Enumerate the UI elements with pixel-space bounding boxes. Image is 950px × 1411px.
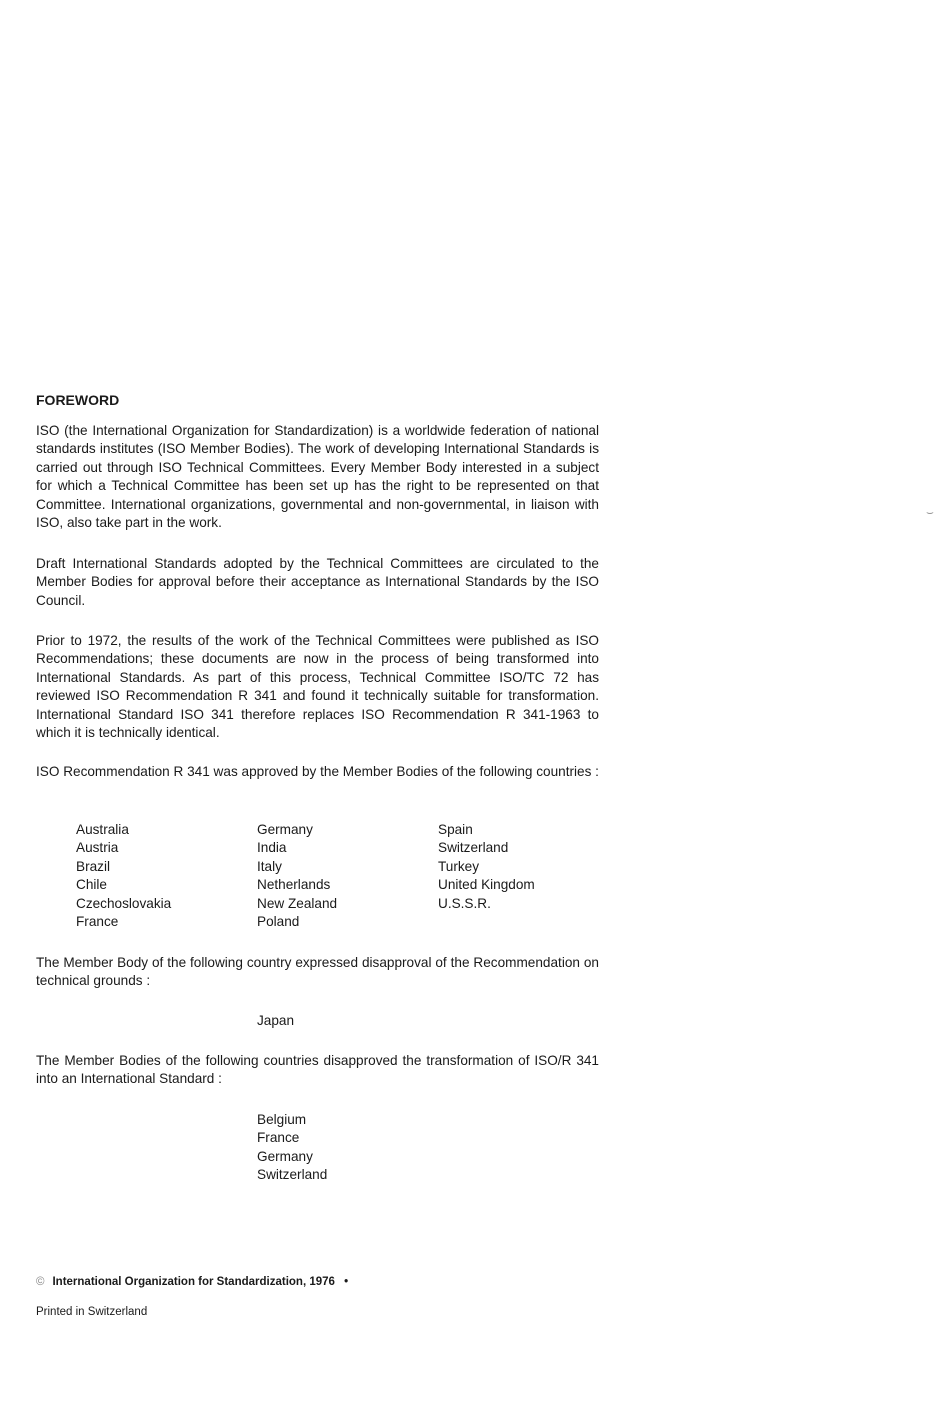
paragraph-drafts: Draft International Standards adopted by the Technical Committees are circulated to the Member Bodies for approval before their acceptance as International Standards by the ISO Council. <box>36 556 599 608</box>
country: New Zealand <box>257 895 338 911</box>
country: Italy <box>257 858 282 874</box>
country: U.S.S.R. <box>438 895 491 911</box>
country: Turkey <box>438 858 480 874</box>
technical-disapproval-list <box>257 1012 294 1030</box>
copyright-text: International Organization for Standardization, 1976 <box>52 1276 335 1288</box>
copyright-notice <box>36 1276 348 1288</box>
country: Austria <box>76 840 119 856</box>
country: Switzerland <box>257 1167 328 1183</box>
country: Netherlands <box>257 877 331 893</box>
paragraph-history: Prior to 1972, the results of the work of the Technical Committees were published as ISO Recommendations; these documents are now in the process of being transformed into International Standards. As part of this process, Technical Committee ISO/TC 72 has reviewed ISO Recommendation R 341 and found it technically suitable for transformation. International Standard ISO 341 therefore replaces ISO Recommendation R 341-1963 to which it is technically identical. <box>36 633 599 741</box>
transformation-disapproval-list <box>257 1111 327 1185</box>
country-column <box>76 821 171 931</box>
country: India <box>257 840 287 856</box>
country: France <box>257 1130 300 1146</box>
country: Japan <box>257 1013 295 1028</box>
country: United Kingdom <box>438 877 535 893</box>
scan-mark: ⌣ <box>926 505 934 519</box>
bullet-icon: • <box>344 1276 349 1288</box>
country: Switzerland <box>438 840 509 856</box>
country: Spain <box>438 822 473 837</box>
paragraph-technical-disapproval: The Member Body of the following country expressed disapproval of the Recommendation on technical grounds : <box>36 955 599 989</box>
country-column <box>257 821 337 931</box>
country: France <box>76 914 119 930</box>
paragraph-transformation-disapproval: The Member Bodies of the following countries disapproved the transformation of ISO/R 341 into an International Standard : <box>36 1053 599 1087</box>
country: Czechoslovakia <box>76 895 172 911</box>
country: Chile <box>76 877 107 893</box>
printed-in: Printed in Switzerland <box>36 1306 148 1318</box>
foreword-heading: FOREWORD <box>36 392 120 408</box>
paragraph-approval: ISO Recommendation R 341 was approved by the Member Bodies of the following countries : <box>36 764 599 779</box>
country-column <box>438 821 535 913</box>
country: Belgium <box>257 1112 307 1127</box>
copyright-icon: © <box>36 1276 45 1288</box>
country: Brazil <box>76 858 110 874</box>
paragraph-iso-intro: ISO (the International Organization for Standardization) is a worldwide federation of national standards institutes (ISO Member Bodies). The work of developing International Standards is carried out through ISO Technical Committees. Every Member Body interested in a subject for which a Technical Committee has been set up has the right to be represented on that Committee. International organizations, governmental and non-governmental, in liaison with ISO, also take part in the work. <box>36 423 599 531</box>
country: Poland <box>257 914 300 930</box>
country: Germany <box>257 822 313 837</box>
country: Germany <box>257 1148 313 1164</box>
country: Australia <box>76 822 129 837</box>
